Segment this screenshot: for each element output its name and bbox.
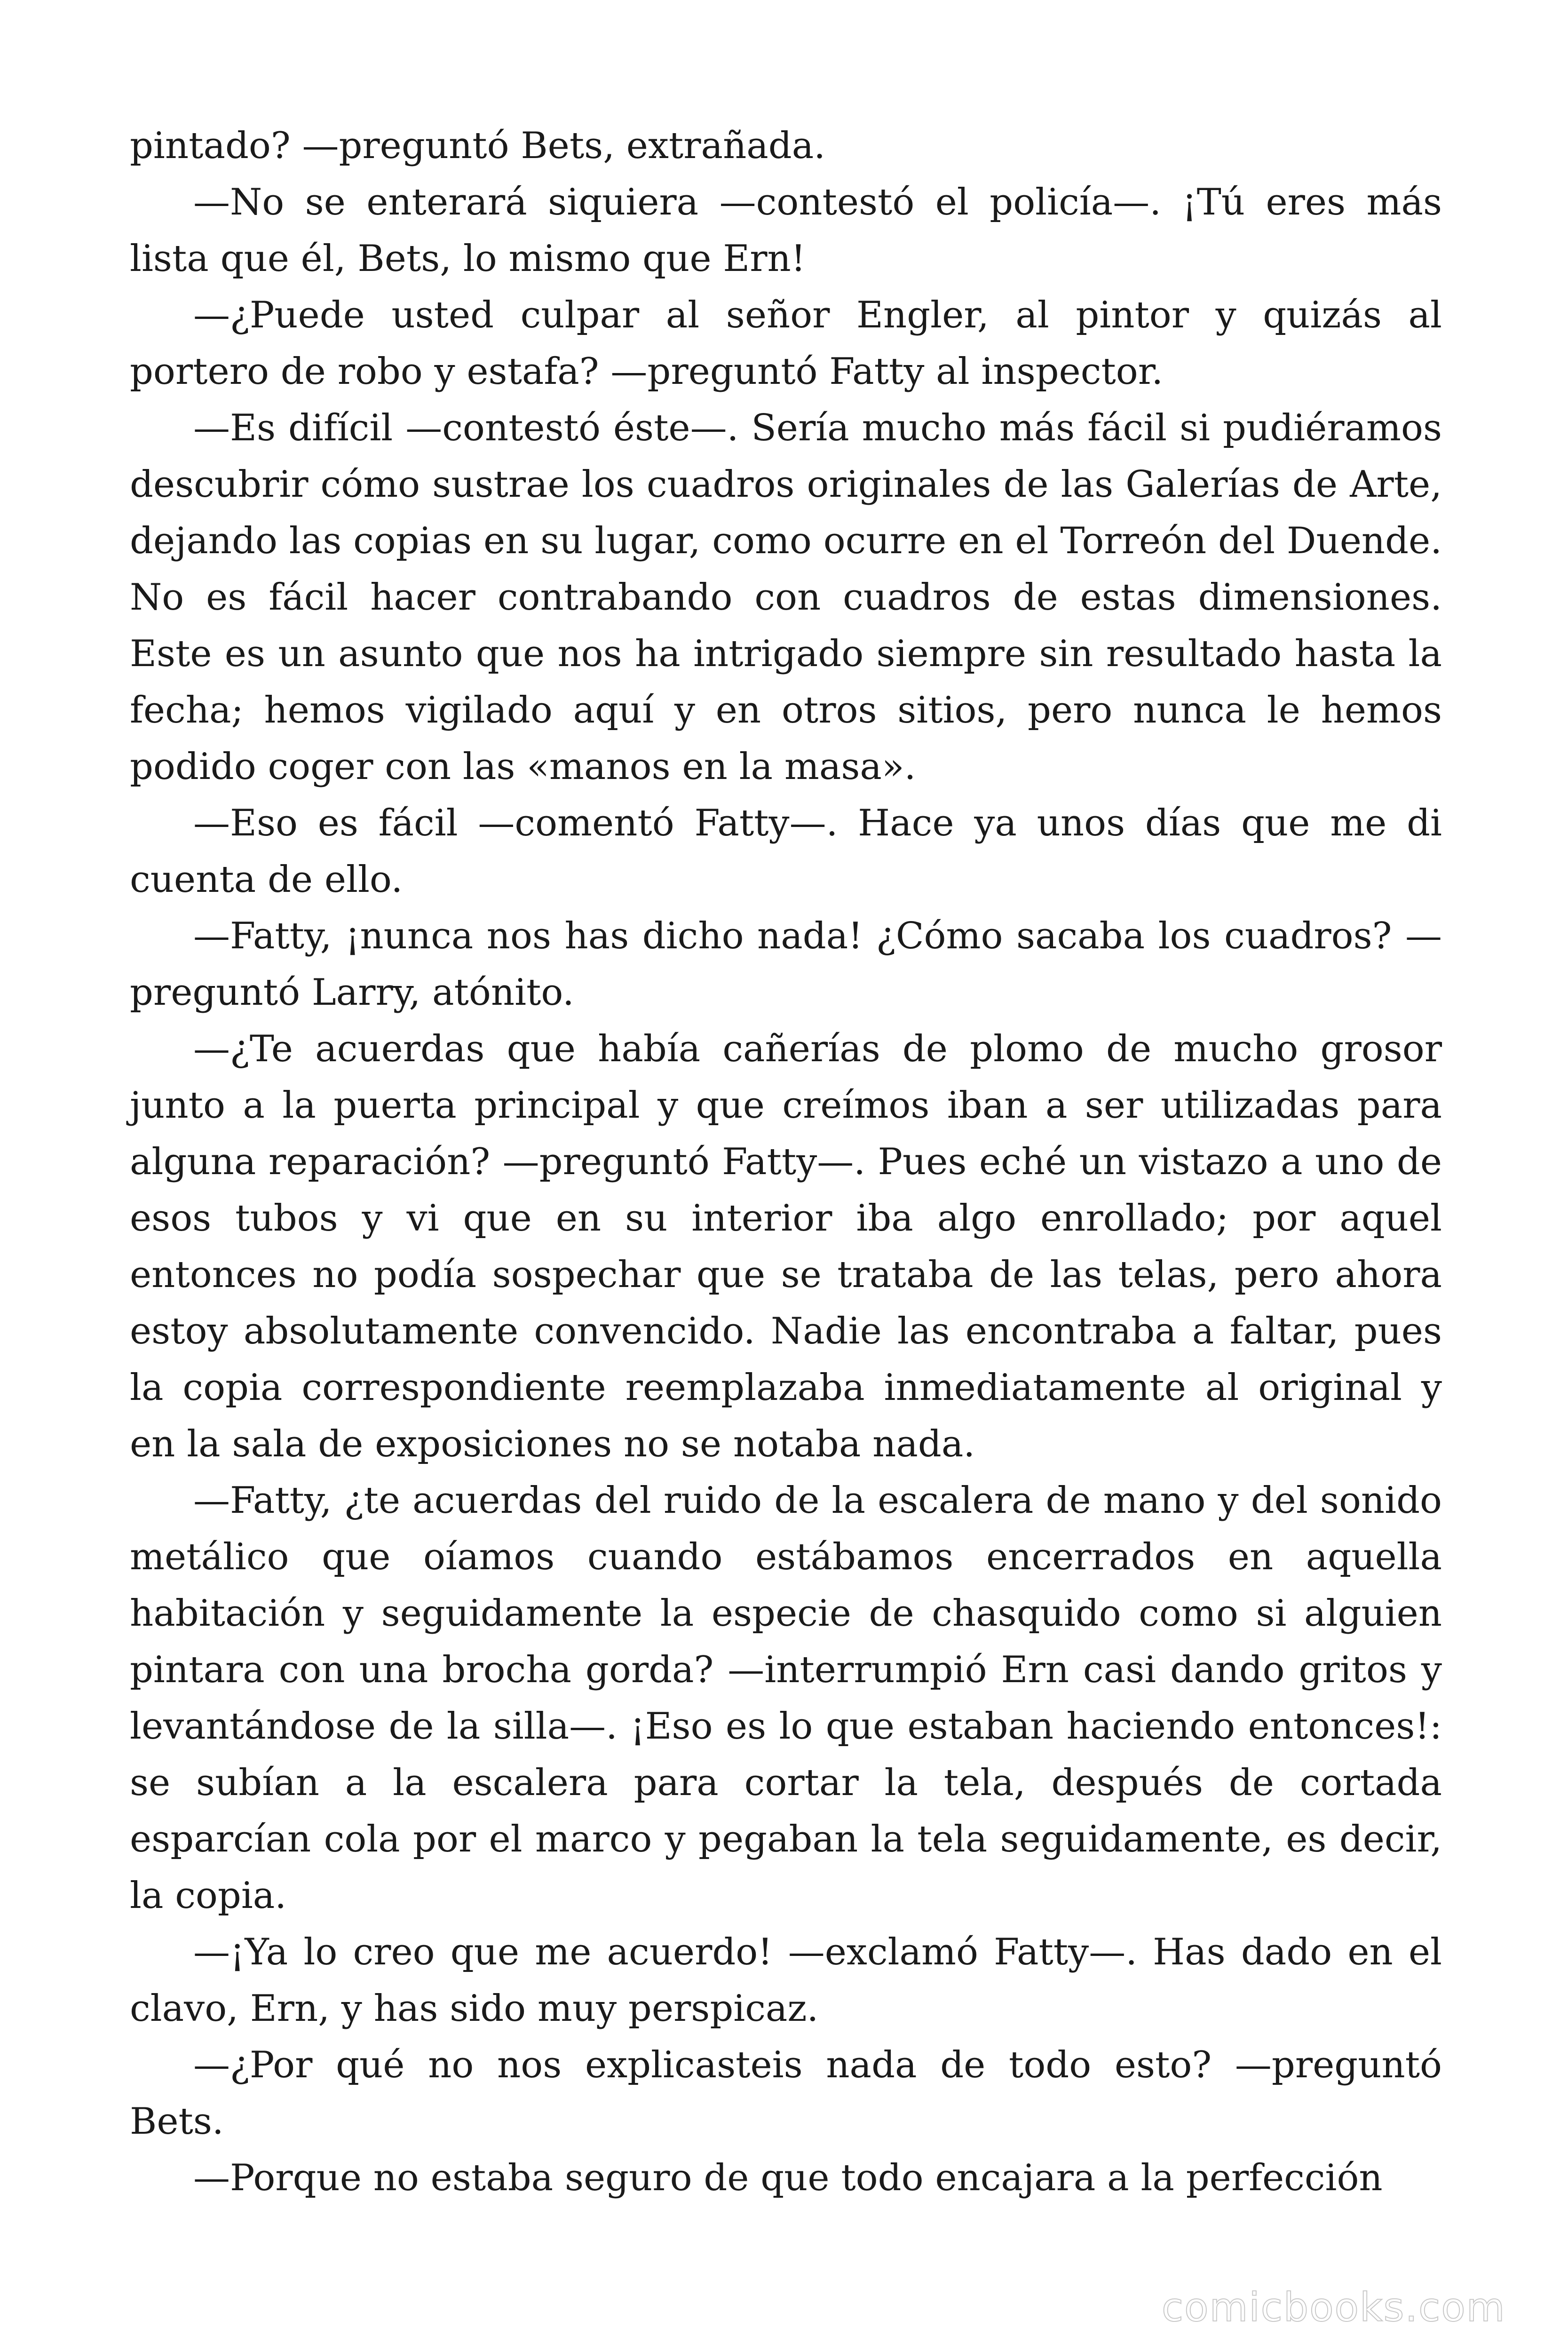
paragraph-dialogue: —Eso es fácil —comentó Fatty—. Hace ya unos días que me di cuenta de ello. <box>130 802 1442 901</box>
page-text-body <box>130 118 1442 2206</box>
paragraph-continuation: pintado? —preguntó Bets, extrañada. <box>130 125 826 167</box>
paragraph-dialogue: —¿Por qué no nos explicasteis nada de todo esto? —preguntó Bets. <box>130 2044 1442 2143</box>
paragraph-dialogue: —Fatty, ¡nunca nos has dicho nada! ¿Cómo sacaba los cuadros? —preguntó Larry, atónito. <box>130 915 1442 1014</box>
paragraph-dialogue: —Es difícil —contestó éste—. Sería mucho más fácil si pudiéramos descubrir cómo sustrae los cuadros originales de las Galerías de Arte, dejando las copias en su lugar, como ocurre en el Torreón del Duende. No es fácil hacer contrabando con cuadros de estas dimensiones. Este es un asunto que nos ha intrigado siempre sin resultado hasta la fecha; hemos vigilado aquí y en otros sitios, pero nunca le hemos podido coger con las «manos en la masa». <box>130 407 1442 788</box>
paragraph-dialogue: —¿Puede usted culpar al señor Engler, al pintor y quizás al portero de robo y estafa? —preguntó Fatty al inspector. <box>130 294 1442 393</box>
paragraph-dialogue: —¡Ya lo creo que me acuerdo! —exclamó Fatty—. Has dado en el clavo, Ern, y has sido muy perspicaz. <box>130 1931 1442 2030</box>
paragraph-dialogue: —Porque no estaba seguro de que todo encajara a la perfección <box>193 2157 1383 2199</box>
paragraph-dialogue: —¿Te acuerdas que había cañerías de plomo de mucho grosor junto a la puerta principal y que creímos iban a ser utilizadas para alguna reparación? —preguntó Fatty—. Pues eché un vistazo a uno de esos tubos y vi que en su interior iba algo enrollado; por aquel entonces no podía sospechar que se trataba de las telas, pero ahora estoy absolutamente convencido. Nadie las encontraba a faltar, pues la copia correspondiente reemplazaba inmediatamente al original y en la sala de exposiciones no se notaba nada. <box>130 1028 1442 1465</box>
watermark-logo: comicbooks.com <box>1162 2284 1506 2330</box>
paragraph-dialogue: —No se enterará siquiera —contestó el policía—. ¡Tú eres más lista que él, Bets, lo mismo que Ern! <box>130 181 1442 280</box>
paragraph-dialogue: —Fatty, ¿te acuerdas del ruido de la escalera de mano y del sonido metálico que oíamos cuando estábamos encerrados en aquella habitación y seguidamente la especie de chasquido como si alguien pintara con una brocha gorda? —interrumpió Ern casi dando gritos y levantándose de la silla—. ¡Eso es lo que estaban haciendo entonces!: se subían a la escalera para cortar la tela, después de cortada esparcían cola por el marco y pegaban la tela seguidamente, es decir, la copia. <box>130 1479 1442 1917</box>
